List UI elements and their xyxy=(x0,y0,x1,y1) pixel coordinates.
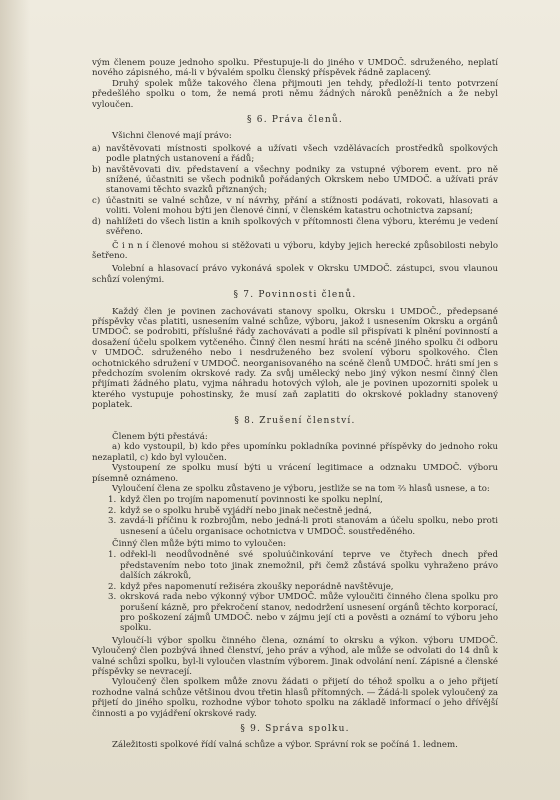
list-item-text: když se o spolku hrubě vyjádří nebo jinak nečestně jedná, xyxy=(120,505,372,516)
list-item xyxy=(92,217,498,238)
section-9-text: Záležitosti spolkové řídí valná schůze a výbor. Správní rok se počíná 1. lednem. xyxy=(112,740,458,751)
intro-paragraph-2: Druhý spolek může takového člena přijmouti jen tehdy, předloží-li tento potvrzení předešlého spolku o tom, že nemá proti němu žádných nároků peněžních a že nebyl vyloučen. xyxy=(92,78,498,110)
section-7-heading: § 7. Povinnosti členů. xyxy=(233,290,357,301)
section-8-expulsion-notice: Vyloučí-li výbor spolku činného člena, oznámí to okrsku a výkon. výboru UMDOČ. Vyloučený člen pozbývá ihned členství, jeho práv a výhod, ale může se odvolati do 14 dnů k valné schůzi spolku, byl-li vyloučen vlastním výborem. Jinak odvolání není. Zápisné a členské příspěvky se nevracejí. xyxy=(92,635,498,677)
list-marker: 3. xyxy=(108,592,117,603)
list-marker: 2. xyxy=(108,505,117,516)
list-marker: 1. xyxy=(108,550,117,561)
section-7-text: Každý člen je povinen zachovávati stanovy spolku, Okrsku i UMDOČ., předepsané příspěvky včas platiti, usnesením valné schůze, výboru, jakož i usnesením Okrsku a orgánů UMDOČ. se podrobiti, příslušné řády zachovávati a podle sil přispívati k plnění povinností a dosažení účelu spolkem vytčeného. Činný člen nesmí hráti na scéně jiného spolku či odboru v UMDOČ. sdruženého nebo i nesdruženého bez svolení výboru spolkového. Člen ochotnického sdružení v UMDOČ. neorganisovaného na scéně členů UMDOČ. hráti smí jen s předchozím svolením okrskové rady. Za svůj umělecký nebo jiný výkon nesmí činný člen přijímati žádného platu, vyjma náhradu hotových výloh, ale je povinen upozorniti spolek u kterého vystupuje pohostinsky, že musí zaň zaplatiti do okrskové pokladny stanovený poplatek. xyxy=(92,306,498,411)
list-item-text: zavdá-li příčinu k rozbrojům, nebo jedná-li proti stanovám a účelu spolku, nebo proti usnesení a účelu organisace ochotnictva v UMDOČ. soustředěného. xyxy=(120,516,498,537)
section-8-expulsion-lead: Vyloučení člena ze spolku zůstaveno je výboru, jestliže se na tom ⅔ hlasů usnese, a to: xyxy=(112,484,490,495)
section-6-lead: Všichni členové mají právo: xyxy=(112,131,232,142)
section-6-voting: Volební a hlasovací právo vykonává spolek v Okrsku UMDOČ. zástupci, svou vlaunou schůzí volenými. xyxy=(92,264,498,285)
section-6-active-members: Č i n n í členové mohou si stěžovati u výboru, kdyby jejich herecké způsobilosti nebylo šetřeno. xyxy=(92,240,498,261)
list-item-text: navštěvovati div. představení a všechny podniky za vstupné výborem event. pro ně snížené, účastniti se všech podniků pořádaných Okrskem nebo UMDOČ. a užívati práv stanovami těchto svazků přiznaných; xyxy=(106,164,498,196)
list-marker: d) xyxy=(92,216,101,227)
list-item xyxy=(108,516,498,537)
list-item xyxy=(108,582,498,592)
section-8-active-member-lead: Činný člen může býti mimo to vyloučen: xyxy=(112,539,287,550)
section-6-heading: § 6. Práva členů. xyxy=(247,115,343,126)
list-item xyxy=(108,495,498,505)
list-marker: 3. xyxy=(108,516,117,527)
list-item-text: odřekl-li neodůvodněné své spoluúčinkování teprve ve čtyřech dnech před představením nebo toto jinak znemožnil, při čemž zůstává spolku vyhraženo právo dalších zákroků, xyxy=(120,550,498,582)
list-item xyxy=(92,144,498,165)
list-marker: b) xyxy=(92,164,101,175)
list-item xyxy=(108,506,498,516)
section-8-withdrawal: Vystoupení ze spolku musí býti u vrácení legitimace a odznaku UMDOČ. výboru písemně oznámeno. xyxy=(92,463,498,484)
list-item-text: nahlížeti do všech listin a knih spolkových v přítomnosti člena výboru, kterému je vedení svěřeno. xyxy=(106,216,498,238)
list-marker: 2. xyxy=(108,581,117,592)
section-8-ab: a) kdo vystoupil, b) kdo přes upomínku pokladníka povinné příspěvky do jednoho roku nezaplatil, c) kdo byl vyloučen. xyxy=(92,442,498,463)
list-item-text: navštěvovati místnosti spolkové a užívati všech vzdělávacích prostředků spolkových podle platných ustanovení a řádů; xyxy=(106,143,498,165)
list-item-text: když člen po trojím napomenutí povinnosti ke spolku neplní, xyxy=(120,495,383,506)
intro-paragraph-1: vým členem pouze jednoho spolku. Přestupuje-li do jiného v UMDOČ. sdruženého, neplatí nového zápisného, má-li v bývalém spolku členský příspěvek řádně zaplacený. xyxy=(92,58,498,79)
section-6-rights-list xyxy=(92,144,498,238)
section-8-readmission: Vyloučený člen spolkem může znovu žádati o přijetí do téhož spolku a o jeho přijetí rozhodne valná schůze většinou dvou třetin hlasů přítomných. — Žádá-li spolek vyloučený za přijetí do jiného spolku, rozhodne výbor tohoto spolku na základě informací o jeho dřívější činnosti a po vyjádření okrskové rady. xyxy=(92,677,498,719)
list-item xyxy=(92,165,498,196)
section-8-active-member-reasons xyxy=(108,550,498,633)
list-item xyxy=(92,196,498,217)
section-8-lead: Členem býti přestává: xyxy=(112,432,208,442)
list-item-text: účastniti se valné schůze, v ní návrhy, přání a stížnosti podávati, rokovati, hlasovati a voliti. Voleni mohou býti jen členové činní, v členském katastru ochotnictva zapsaní; xyxy=(106,195,498,217)
list-item xyxy=(108,592,498,634)
list-marker: a) xyxy=(92,143,101,154)
list-item-text: okrsková rada nebo výkonný výbor UMDOČ. může vyloučiti činného člena spolku pro porušení kázně, pro překročení stanov, nedodržení usnesení orgánů těchto korporací, pro poškození zájmů UMDOČ. nebo v zájmu její cti a pověsti a oznámí to výboru jeho spolku. xyxy=(120,592,498,634)
list-item xyxy=(108,550,498,581)
list-marker: c) xyxy=(92,195,101,206)
list-marker: 1. xyxy=(108,495,117,506)
section-8-expulsion-reasons xyxy=(108,495,498,537)
section-9-heading: § 9. Správa spolku. xyxy=(240,723,350,734)
list-item-text: když přes napomenutí režiséra zkoušky neporádně navštěvuje, xyxy=(120,581,394,592)
section-8-heading: § 8. Zrušení členství. xyxy=(234,415,356,426)
